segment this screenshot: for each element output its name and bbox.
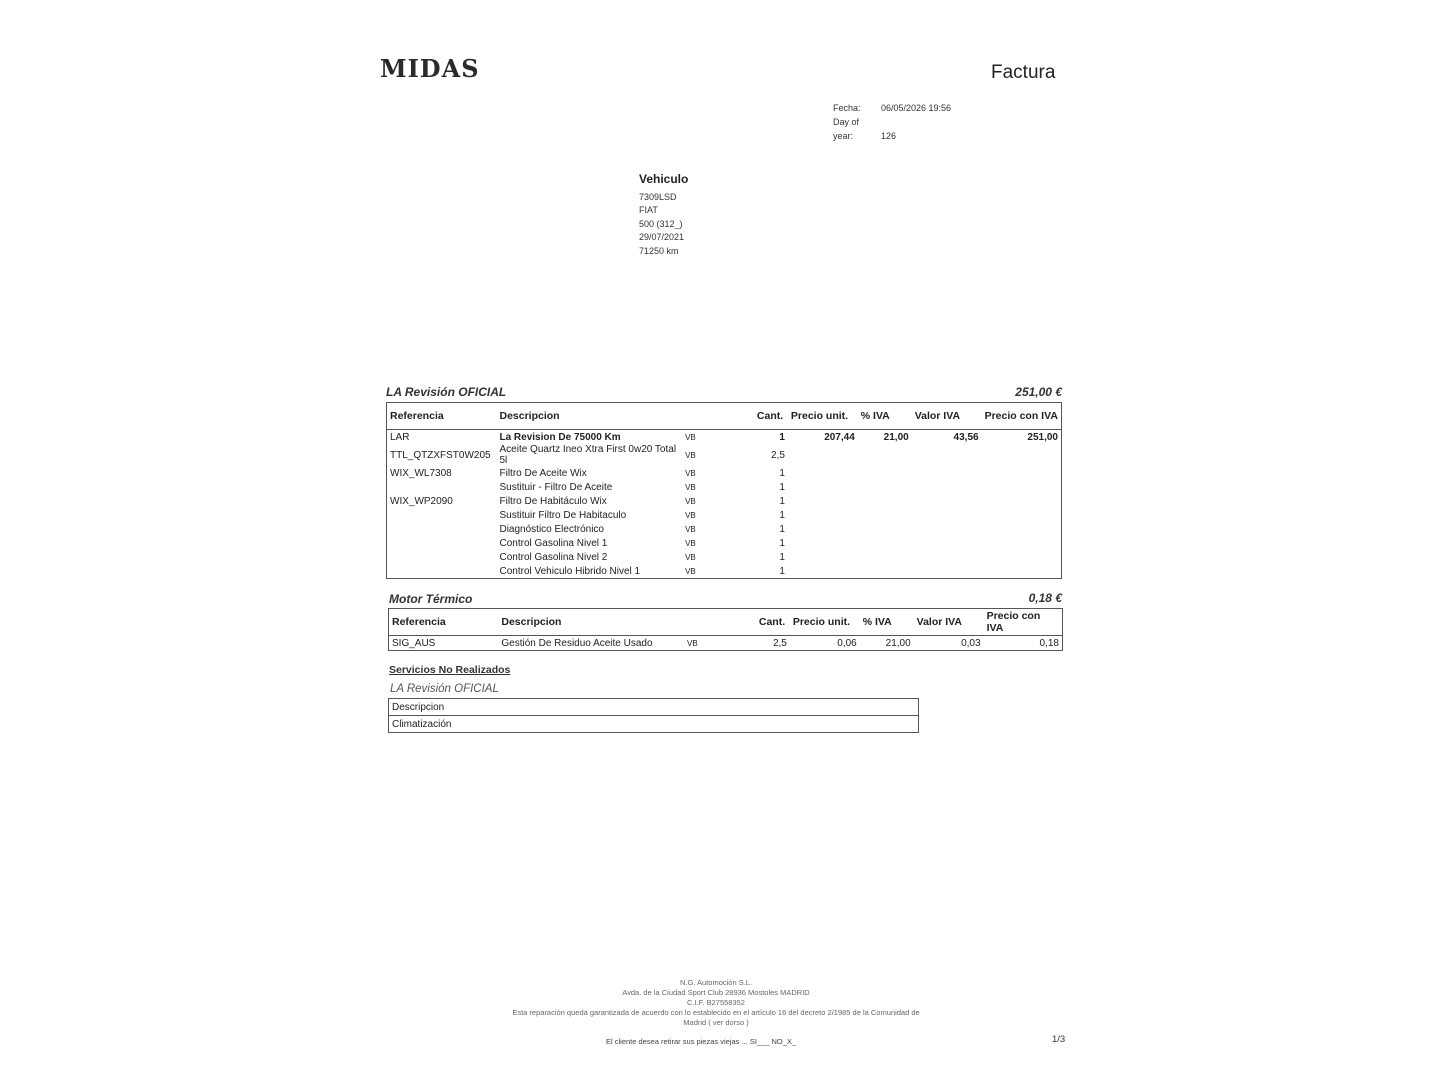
code-cell: VB <box>685 432 696 442</box>
quantity-cell: 1 <box>779 537 785 549</box>
vehicle-km: 71250 km <box>639 245 679 256</box>
iva-pct-cell <box>858 494 912 508</box>
unit-price-cell: 0,06 <box>837 637 857 649</box>
quantity-cell: 1 <box>779 481 785 493</box>
not-performed-item: Climatización <box>392 718 452 730</box>
code-cell: VB <box>685 552 696 562</box>
section1-table <box>386 402 1062 579</box>
iva-pct-cell <box>858 522 912 536</box>
footer-cif: C.I.F. B27558352 <box>687 998 745 1007</box>
quantity-cell: 1 <box>779 509 785 521</box>
unit-price-cell <box>788 550 858 564</box>
description-cell: Control Gasolina Nivel 2 <box>499 551 608 563</box>
col-descripcion: Descripcion <box>498 609 684 636</box>
table-row <box>387 536 1062 550</box>
col-descripcion: Descripcion <box>496 403 682 430</box>
col-cant: Cant. <box>756 609 790 636</box>
table-row <box>387 522 1062 536</box>
vehicle-make: FIAT <box>639 205 658 215</box>
unit-price-cell <box>788 466 858 480</box>
vehicle-date: 29/07/2021 <box>639 232 685 242</box>
iva-pct-cell <box>858 466 912 480</box>
total-cell <box>982 564 1062 579</box>
quantity-cell: 1 <box>779 565 785 577</box>
quantity-cell: 1 <box>779 467 785 479</box>
ref-cell <box>387 480 497 494</box>
quantity-cell: 1 <box>779 551 785 563</box>
iva-value-cell: 0,03 <box>961 637 981 649</box>
unit-price-cell <box>788 508 858 522</box>
description-cell: Gestión De Residuo Aceite Usado <box>501 637 653 649</box>
ref-cell <box>387 550 497 564</box>
document-title: Factura <box>991 62 1056 83</box>
iva-value-cell <box>912 536 982 550</box>
iva-value-cell <box>912 522 982 536</box>
ref-cell <box>387 536 497 550</box>
description-cell: Filtro De Habitáculo Wix <box>499 495 607 507</box>
table-row <box>387 480 1062 494</box>
quantity-cell: 1 <box>779 431 785 443</box>
unit-price-cell: 207,44 <box>824 431 855 443</box>
code-cell: VB <box>685 566 696 576</box>
ref-cell <box>387 522 497 536</box>
unit-price-cell <box>788 444 858 466</box>
table-row <box>387 550 1062 564</box>
col-precio-unit: Precio unit. <box>790 609 860 636</box>
table-row <box>387 430 1062 445</box>
section1-title: LA Revisión OFICIAL <box>386 385 507 399</box>
unit-price-cell <box>788 480 858 494</box>
old-parts-line: El cliente desea retirar sus piezas viejas ... SI___ NO_X_ <box>606 1037 797 1046</box>
footer <box>500 978 932 1028</box>
code-cell: VB <box>685 524 696 534</box>
total-cell <box>982 508 1062 522</box>
unit-price-cell <box>788 564 858 579</box>
description-cell: Control Vehiculo Hibrido Nivel 1 <box>499 565 641 577</box>
ref-cell: TTL_QTZXFST0W205 <box>390 449 491 461</box>
not-performed-title: Servicios No Realizados <box>389 664 511 676</box>
section2-table <box>388 608 1063 651</box>
not-performed-table <box>388 698 919 733</box>
iva-pct-cell <box>858 508 912 522</box>
table-row <box>387 508 1062 522</box>
section2-title: Motor Térmico <box>389 592 473 606</box>
code-cell: VB <box>687 638 698 648</box>
description-cell: Control Gasolina Nivel 1 <box>499 537 608 549</box>
code-cell: VB <box>685 510 696 520</box>
col-pct-iva: % IVA <box>858 403 912 430</box>
section1-total: 251,00 € <box>1015 385 1062 399</box>
iva-value-cell <box>912 550 982 564</box>
table-row <box>387 494 1062 508</box>
iva-value-cell <box>912 508 982 522</box>
vehicle-block <box>639 173 688 258</box>
iva-value-cell: 43,56 <box>953 431 979 443</box>
day-of-year-value: 126 <box>881 131 897 141</box>
col-referencia: Referencia <box>387 403 497 430</box>
code-cell: VB <box>685 450 696 460</box>
quantity-cell: 1 <box>779 523 785 535</box>
description-cell: Filtro De Aceite Wix <box>499 467 587 479</box>
total-cell <box>982 466 1062 480</box>
invoice-meta <box>833 101 951 143</box>
iva-pct-cell <box>858 444 912 466</box>
fecha-label: Fecha: <box>833 103 861 113</box>
iva-value-cell <box>912 564 982 579</box>
ref-cell: WIX_WP2090 <box>390 495 453 507</box>
col-pct-iva: % IVA <box>860 609 914 636</box>
section2-total: 0,18 € <box>1028 591 1062 605</box>
total-cell <box>982 522 1062 536</box>
ref-cell: SIG_AUS <box>392 637 436 649</box>
description-cell: Diagnóstico Electrónico <box>499 523 604 535</box>
fecha-value: 06/05/2026 19:56 <box>881 103 952 113</box>
col-valor-iva: Valor IVA <box>914 609 984 636</box>
total-cell <box>982 550 1062 564</box>
vehicle-model: 500 (312_) <box>639 218 683 229</box>
not-performed-header: Descripcion <box>389 699 919 716</box>
col-precio-con-iva: Precio con IVA <box>984 609 1063 636</box>
code-cell: VB <box>685 538 696 548</box>
footer-company: N.G. Automoción S.L. <box>679 978 753 987</box>
total-cell <box>982 536 1062 550</box>
total-cell <box>982 480 1062 494</box>
day-of-year-label: Day of year: <box>833 117 860 141</box>
ref-cell: WIX_WL7308 <box>390 467 452 479</box>
col-valor-iva: Valor IVA <box>912 403 982 430</box>
iva-value-cell <box>912 494 982 508</box>
unit-price-cell <box>788 494 858 508</box>
vehicle-plate: 7309LSD <box>639 191 677 202</box>
iva-pct-cell <box>858 550 912 564</box>
table-row <box>387 444 1062 466</box>
quantity-cell: 2,5 <box>772 637 787 649</box>
col-precio-unit: Precio unit. <box>788 403 858 430</box>
not-performed-subtitle: LA Revisión OFICIAL <box>390 683 499 695</box>
table-row <box>389 636 1063 651</box>
iva-value-cell <box>912 480 982 494</box>
iva-pct-cell <box>858 536 912 550</box>
page-number: 1/3 <box>1052 1034 1066 1045</box>
section1-header-row <box>387 403 1062 430</box>
ref-cell <box>387 508 497 522</box>
iva-pct-cell <box>858 564 912 579</box>
total-cell <box>982 444 1062 466</box>
description-cell: La Revision De 75000 Km <box>499 431 621 443</box>
unit-price-cell <box>788 522 858 536</box>
total-cell: 251,00 <box>1027 431 1058 443</box>
iva-pct-cell: 21,00 <box>883 431 909 443</box>
footer-warranty: Esta reparación queda garantizada de acuerdo con lo establecido en el artículo 16 del decreto 2/1985 de la Comunidad de Madrid ( ver dorso ) <box>512 1008 920 1027</box>
total-cell <box>982 494 1062 508</box>
unit-price-cell <box>788 536 858 550</box>
footer-address: Avda. de la Ciudad Sport Club 28936 Mostoles MADRID <box>622 988 810 997</box>
section2-header-row <box>389 609 1063 636</box>
col-cant: Cant. <box>754 403 788 430</box>
col-precio-con-iva: Precio con IVA <box>982 403 1062 430</box>
code-cell: VB <box>685 482 696 492</box>
ref-cell <box>387 564 497 579</box>
midas-logo: MIDAS <box>380 54 480 83</box>
table-row <box>387 564 1062 579</box>
iva-pct-cell <box>858 480 912 494</box>
code-cell: VB <box>685 468 696 478</box>
vehicle-heading: Vehiculo <box>639 172 689 186</box>
code-cell: VB <box>685 496 696 506</box>
table-row <box>387 466 1062 480</box>
description-cell: Aceite Quartz Ineo Xtra First 0w20 Total 5l <box>499 444 677 466</box>
ref-cell: LAR <box>390 431 410 443</box>
iva-value-cell <box>912 444 982 466</box>
quantity-cell: 1 <box>779 495 785 507</box>
description-cell: Sustituir - Filtro De Aceite <box>499 481 613 493</box>
total-cell: 0,18 <box>1039 637 1059 649</box>
quantity-cell: 2,5 <box>770 449 785 461</box>
col-referencia: Referencia <box>389 609 499 636</box>
description-cell: Sustituir Filtro De Habitaculo <box>499 509 627 521</box>
iva-pct-cell: 21,00 <box>885 637 911 649</box>
iva-value-cell <box>912 466 982 480</box>
